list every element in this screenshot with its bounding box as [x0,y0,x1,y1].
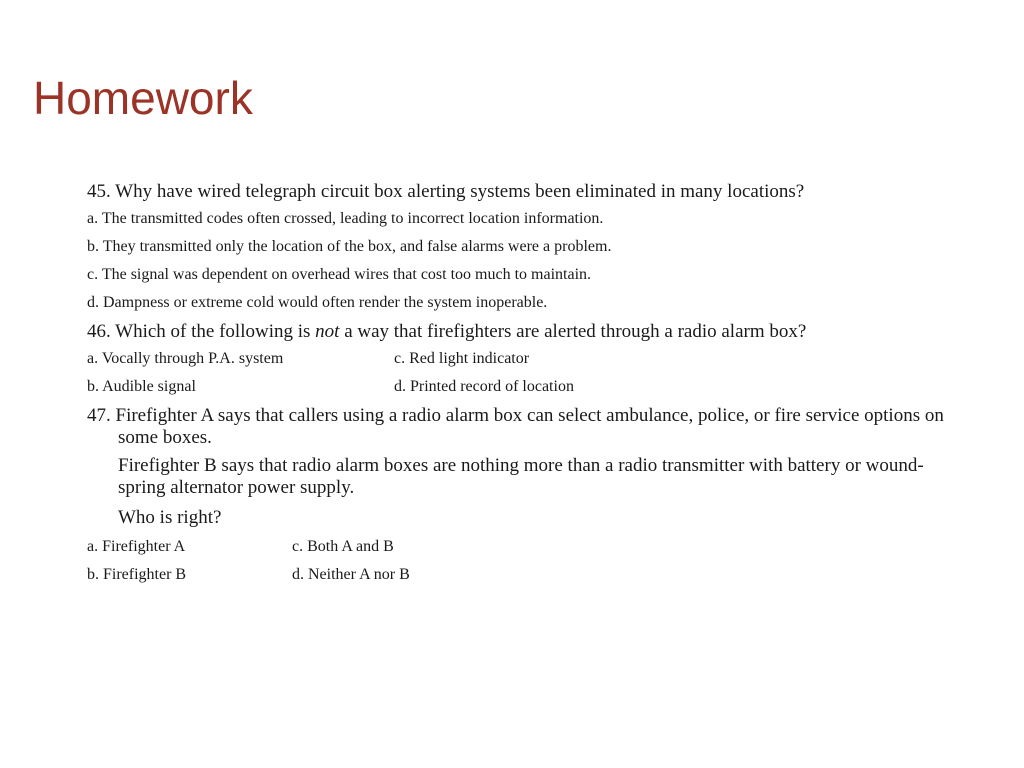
question-45-option-d: d. Dampness or extreme cold would often render the system inoperable. [87,294,548,311]
question-45-option-a: a. The transmitted codes often crossed, leading to incorrect location information. [87,210,604,227]
question-47: 47. Firefighter A says that callers using a radio alarm box can select ambulance, police, or fire service options on some boxes. [87,405,944,448]
question-46-option-d: d. Printed record of location [394,378,574,395]
question-45-option-b: b. They transmitted only the location of the box, and false alarms were a problem. [87,238,612,255]
slide-body [87,181,967,593]
question-47-statement-b: Firefighter B says that radio alarm boxes are nothing more than a radio transmitter with battery or wound-spring alternator power supply. [118,455,924,498]
question-45-option-c: c. The signal was dependent on overhead wires that cost too much to maintain. [87,266,592,283]
question-45: 45. Why have wired telegraph circuit box alerting systems been eliminated in many locations? [87,181,805,202]
question-46-options-row-2 [87,377,967,397]
question-47-option-c: c. Both A and B [292,538,394,555]
slide-title: Homework [33,72,253,124]
question-46-options-row-1 [87,349,967,369]
question-47-prompt: Who is right? [118,507,222,528]
question-46 [87,321,967,343]
question-47-options-row-1 [87,537,967,557]
question-47-option-d: d. Neither A nor B [292,566,410,583]
question-46-text-start: 46. Which of the following is [87,321,316,342]
question-46-option-c: c. Red light indicator [394,350,530,367]
question-47-options-row-2 [87,565,967,585]
question-46-option-a: a. Vocally through P.A. system [87,350,284,367]
question-46-emphasis: not [315,321,340,342]
question-47-option-b: b. Firefighter B [87,566,187,583]
question-46-text-end: a way that firefighters are alerted through a radio alarm box? [339,321,807,342]
question-47-option-a: a. Firefighter A [87,538,186,555]
question-46-option-b: b. Audible signal [87,378,196,395]
